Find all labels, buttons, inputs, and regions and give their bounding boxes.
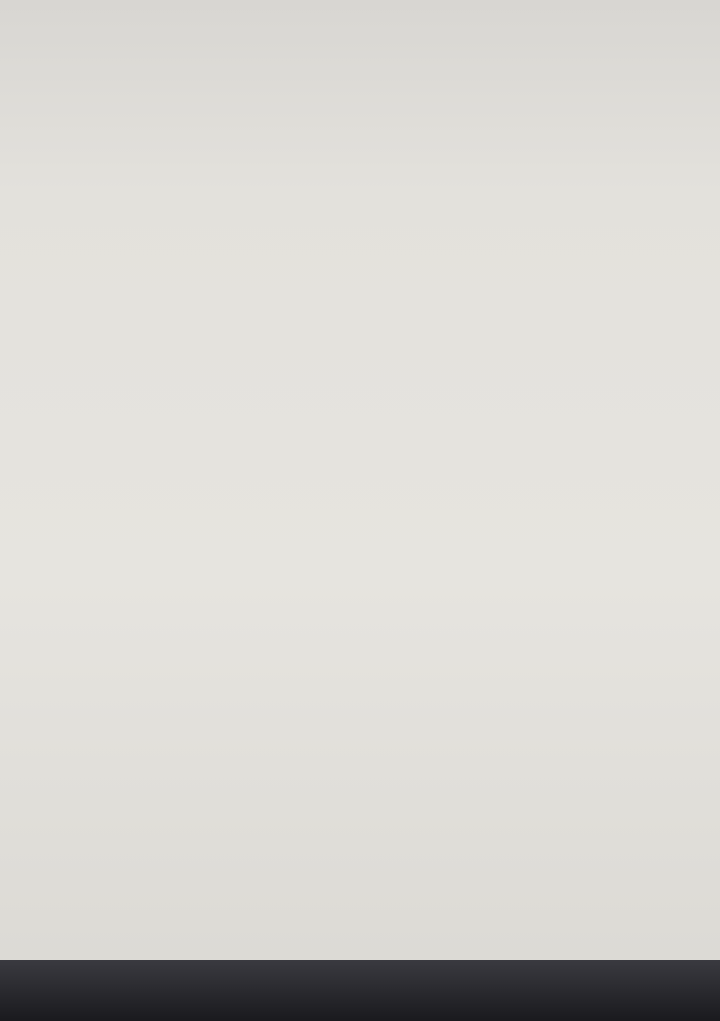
desk-surface <box>0 960 720 1021</box>
current-time-graph <box>84 537 374 672</box>
